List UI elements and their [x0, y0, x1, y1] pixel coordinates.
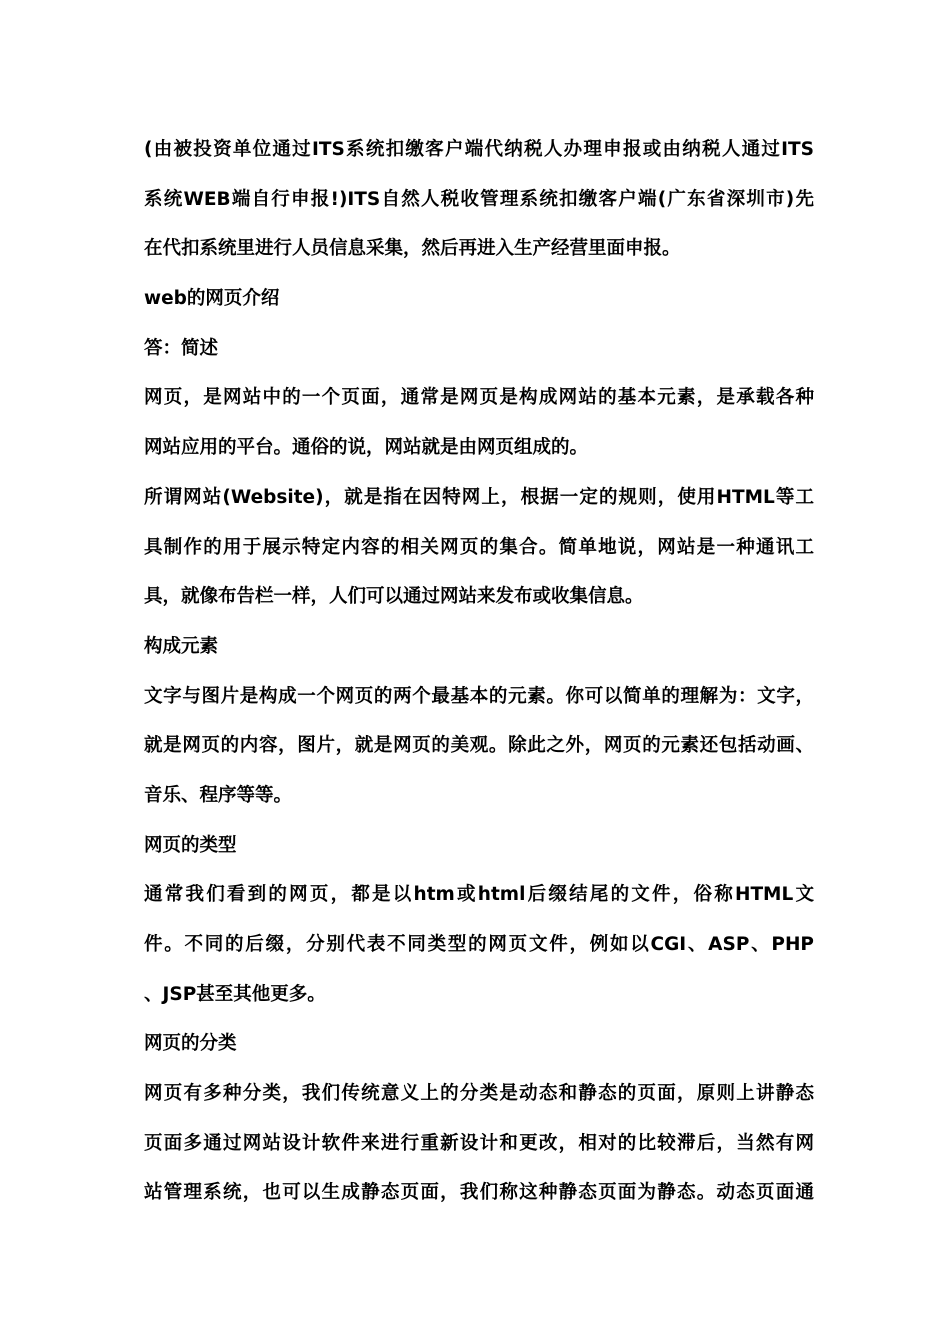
answer-label: 答：简述	[144, 337, 219, 359]
text-line-9: 具制作的用于展示特定内容的相关网页的集合。简单地说，网站是一种通讯工	[144, 536, 814, 558]
text-line-13: 就是网页的内容，图片，就是网页的美观。除此之外，网页的元素还包括动画、	[144, 735, 814, 757]
text-line-12: 文字与图片是构成一个网页的两个最基本的元素。你可以简单的理解为：文字，	[144, 685, 814, 707]
text-line-7: 网站应用的平台。通俗的说，网站就是由网页组成的。	[144, 437, 589, 459]
text-line-22: 站管理系统，也可以生成静态页面，我们称这种静态页面为静态。动态页面通	[144, 1182, 814, 1204]
heading-page-types: 网页的类型	[144, 834, 237, 856]
text-line-18: 、JSP甚至其他更多。	[144, 983, 326, 1005]
heading-page-classification: 网页的分类	[144, 1033, 237, 1055]
document-body	[144, 125, 814, 1218]
text-line-21: 页面多通过网站设计软件来进行重新设计和更改，相对的比较滞后，当然有网	[144, 1132, 814, 1154]
text-line-3: 在代扣系统里进行人员信息采集，然后再进入生产经营里面申报。	[144, 238, 681, 260]
text-line-10: 具，就像布告栏一样，人们可以通过网站来发布或收集信息。	[144, 586, 644, 608]
text-line-17: 件。不同的后缀，分别代表不同类型的网页文件，例如以CGI、ASP、PHP	[144, 934, 814, 955]
text-line-16: 通常我们看到的网页，都是以htm或html后缀结尾的文件，俗称HTML文	[144, 884, 814, 906]
text-line-1: (由被投资单位通过ITS系统扣缴客户端代纳税人办理申报或由纳税人通过ITS	[144, 139, 814, 160]
heading-elements: 构成元素	[144, 635, 219, 657]
text-line-2: 系统WEB端自行申报!)ITS自然人税收管理系统扣缴客户端(广东省深圳市)先	[144, 188, 814, 210]
text-line-14: 音乐、程序等等。	[144, 784, 293, 806]
text-line-8: 所谓网站(Website)，就是指在因特网上，根据一定的规则，使用HTML等工	[144, 486, 814, 508]
text-line-6: 网页，是网站中的一个页面，通常是网页是构成网站的基本元素，是承载各种	[144, 387, 814, 409]
heading-web-intro: web的网页介绍	[144, 288, 280, 310]
text-line-20: 网页有多种分类，我们传统意义上的分类是动态和静态的页面，原则上讲静态	[144, 1083, 814, 1105]
